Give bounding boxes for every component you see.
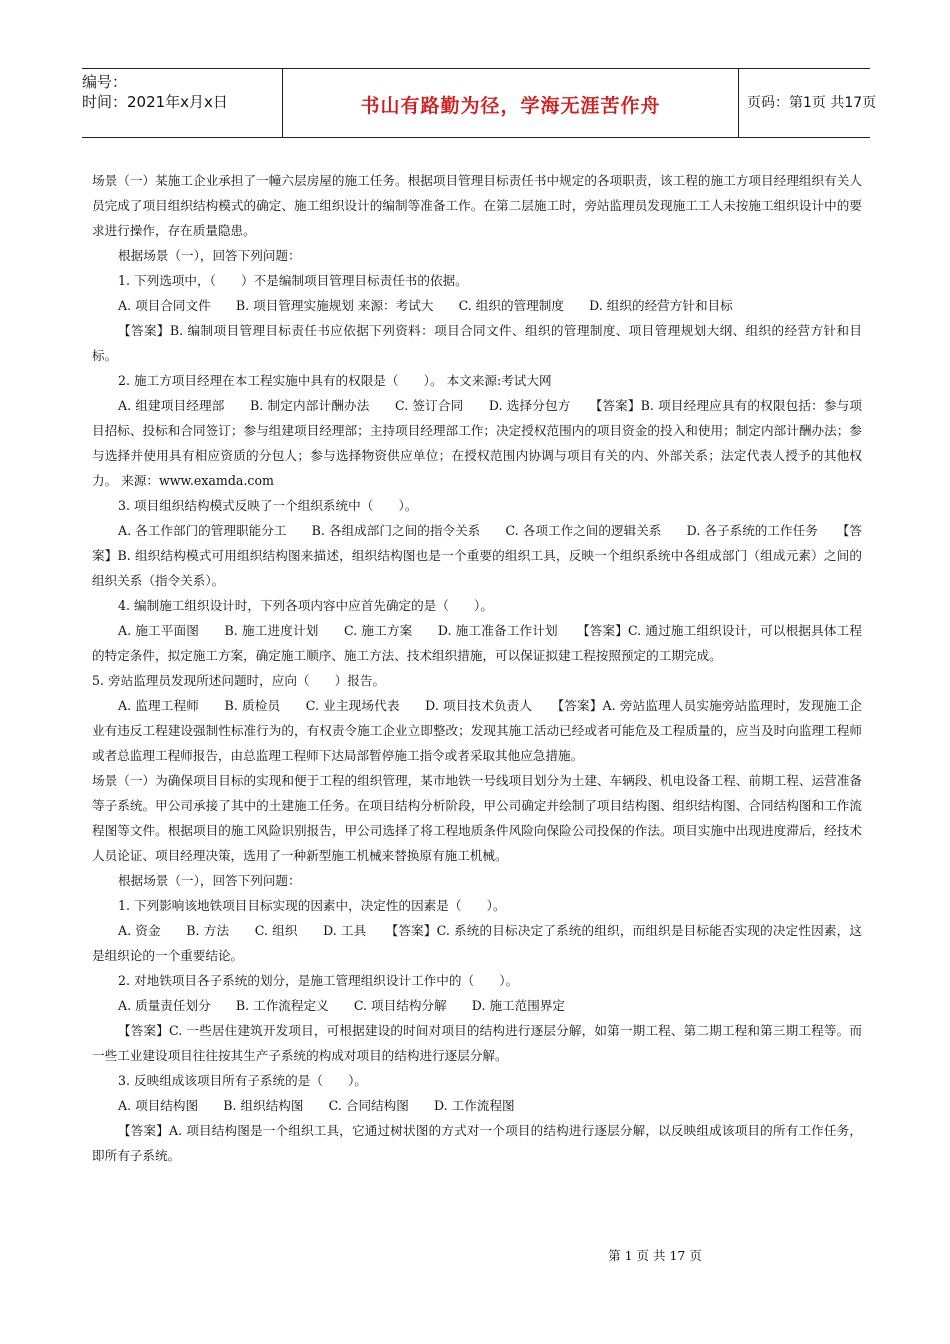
paragraph: 3. 项目组织结构模式反映了一个组织系统中（ ）。 (118, 498, 418, 513)
paragraph: A. 项目结构图 B. 组织结构图 C. 合同结构图 D. 工作流程图 (118, 1098, 515, 1113)
header-motto: 书山有路勤为径，学海无涯苦作舟 (360, 95, 661, 117)
paragraph: A. 组建项目经理部 B. 制定内部计酬办法 C. 签订合同 D. 选择分包方 【答案】B. 项目经理应具有的权限包括：参与项目招标、投标和合同签订；参与组建项目经理部；主持项目经理部工作；决定授权范围内的项目资金的投入和使用；制定内部计酬办法；参与选择并使用具有相应资质的分包人；参与选择物资供应单位；在授权范围内协调与项目有关的内、外部关系；法定代表人授予的其他权力。 来源：www.examda.com (92, 398, 862, 488)
paragraph: 【答案】B. 编制项目管理目标责任书应依据下列资料：项目合同文件、组织的管理制度、项目管理规划大纲、组织的经营方针和目标。 (92, 323, 862, 363)
paragraph: 1. 下列选项中，（ ）不是编制项目管理目标责任书的依据。 (118, 273, 468, 288)
paragraph: 2. 施工方项目经理在本工程实施中具有的权限是（ ）。 本文来源:考试大网 (118, 373, 552, 388)
page-footer: 第 1 页 共 17 页 (608, 1248, 702, 1263)
paragraph: A. 各工作部门的管理职能分工 B. 各组成部门之间的指令关系 C. 各项工作之间的逻辑关系 D. 各子系统的工作任务 【答案】B. 组织结构模式可用组织结构图来描述，组织结构图也是一个重要的组织工具，反映一个组织系统中各组成部门（组成元素）之间的组织关系（指令关系）。 (92, 523, 862, 588)
document-time-label: 时间：2021年x月x日 (82, 93, 228, 111)
paragraph: 场景（一）为确保项目目标的实现和便于工程的组织管理，某市地铁一号线项目划分为土建、车辆段、机电设备工程、前期工程、运营准备等子系统。甲公司承接了其中的土建施工任务。在项目结构分析阶段，甲公司确定并绘制了项目结构图、组织结构图、合同结构图和工作流程图等文件。根据项目的施工风险识别报告，甲公司选择了将工程地质条件风险向保险公司投保的作法。项目实施中出现进度滞后，经技术人员论证、项目经理决策，选用了一种新型施工机械来替换原有施工机械。 (92, 773, 862, 863)
paragraph: 3. 反映组成该项目所有子系统的是（ ）。 (118, 1073, 368, 1088)
page-header (82, 68, 877, 138)
paragraph: 场景（一）某施工企业承担了一幢六层房屋的施工任务。根据项目管理目标责任书中规定的各项职责，该工程的施工方项目经理组织有关人员完成了项目组织结构模式的确定、施工组织设计的编制等准备工作。在第二层施工时，旁站监理员发现施工工人未按施工组织设计中的要求进行操作，存在质量隐患。 (92, 173, 862, 238)
paragraph: 5. 旁站监理员发现所述问题时，应向（ ）报告。 (92, 673, 386, 688)
paragraph: 1. 下列影响该地铁项目目标实现的因素中，决定性的因素是（ ）。 (118, 898, 506, 913)
paragraph: 根据场景（一），回答下列问题： (118, 873, 301, 888)
paragraph: 【答案】C. 一些居住建筑开发项目，可根据建设的时间对项目的结构进行逐层分解，如第一期工程、第二期工程和第三期工程等。而一些工业建设项目往往按其生产子系统的构成对项目的结构进行逐层分解。 (92, 1023, 862, 1063)
paragraph: A. 质量责任划分 B. 工作流程定义 C. 项目结构分解 D. 施工范围界定 (118, 998, 566, 1013)
paragraph: A. 施工平面图 B. 施工进度计划 C. 施工方案 D. 施工准备工作计划 【答案】C. 通过施工组织设计，可以根据具体工程的特定条件，拟定施工方案，确定施工顺序、施工方法、技术组织措施，可以保证拟建工程按照预定的工期完成。 (92, 623, 862, 663)
header-left-cell (82, 69, 282, 137)
header-motto-cell (282, 69, 739, 137)
paragraph: A. 项目合同文件 B. 项目管理实施规划 来源：考试大 C. 组织的管理制度 D. 组织的经营方针和目标 (118, 298, 733, 313)
paragraph: 根据场景（一），回答下列问题： (118, 248, 301, 263)
paragraph: A. 监理工程师 B. 质检员 C. 业主现场代表 D. 项目技术负责人 【答案】A. 旁站监理人员实施旁站监理时，发现施工企业有违反工程建设强制性标准行为的，有权责令施工企业立即整改；发现其施工活动已经或者可能危及工程质量的，应当及时向监理工程师或者总监理工程师报告，由总监理工程师下达局部暂停施工指令或者采取其他应急措施。 (92, 698, 862, 763)
header-page-label: 页码：第1页 共17页 (747, 95, 877, 111)
document-body (92, 168, 862, 1168)
paragraph: 【答案】A. 项目结构图是一个组织工具，它通过树状图的方式对一个项目的结构进行逐层分解，以反映组成该项目的所有工作任务，即所有子系统。 (92, 1123, 862, 1163)
paragraph: 4. 编制施工组织设计时，下列各项内容中应首先确定的是（ ）。 (118, 598, 493, 613)
paragraph: A. 资金 B. 方法 C. 组织 D. 工具 【答案】C. 系统的目标决定了系统的组织，而组织是目标能否实现的决定性因素，这是组织论的一个重要结论。 (92, 923, 862, 963)
document-number-label: 编号： (82, 73, 128, 91)
paragraph: 2. 对地铁项目各子系统的划分，是施工管理组织设计工作中的（ ）。 (118, 973, 519, 988)
